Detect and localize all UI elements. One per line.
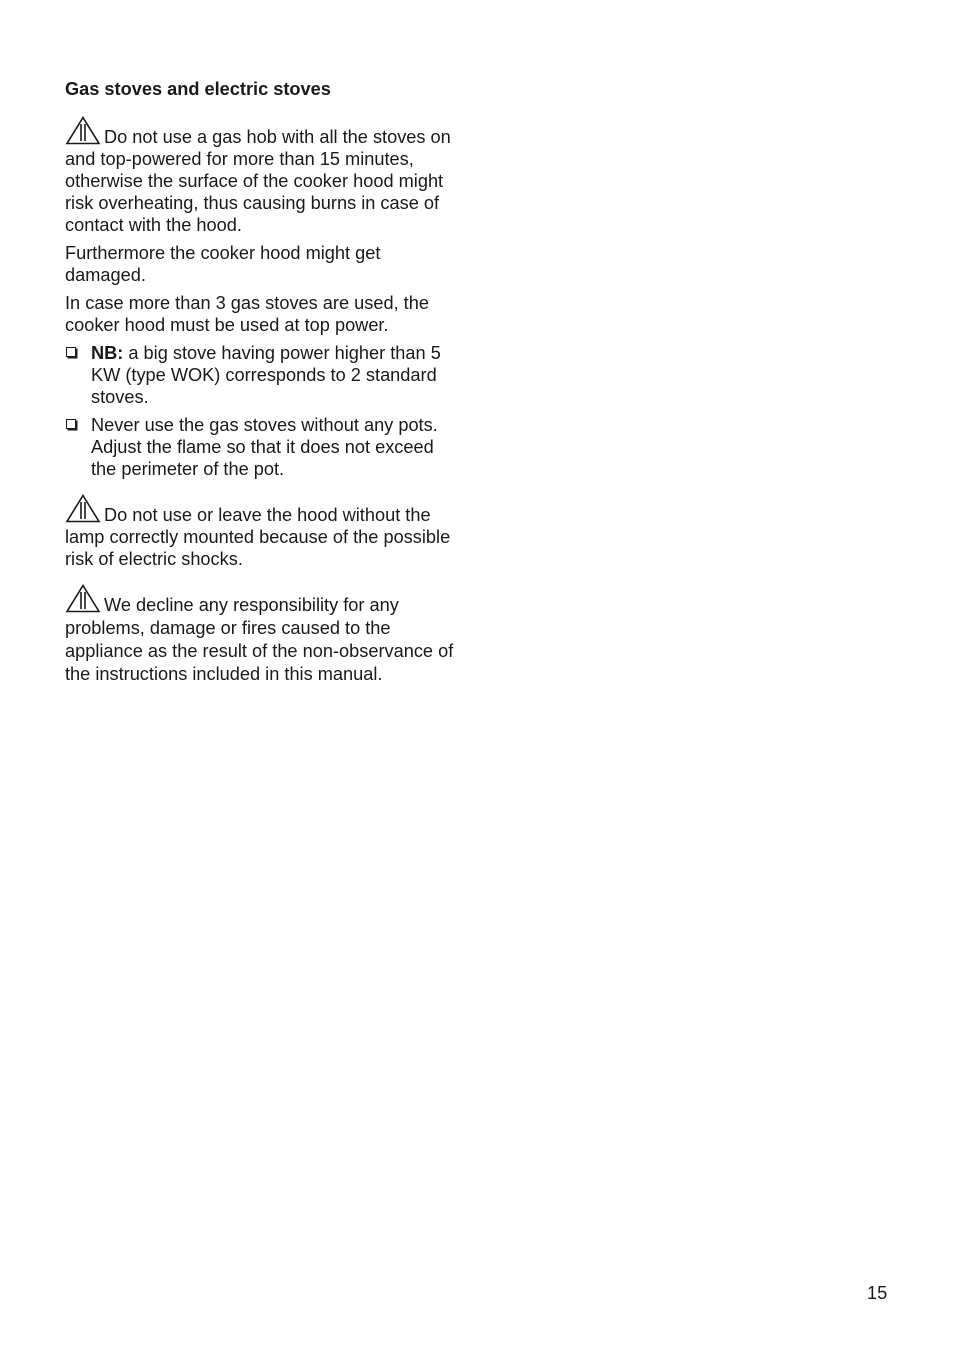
- bullet-item-nb: [65, 342, 455, 408]
- warning-triangle-icon: [65, 584, 101, 613]
- paragraph-hood-damage: Furthermore the cooker hood might get damaged.: [65, 243, 381, 285]
- gas-stove-warning-block: [65, 116, 455, 480]
- warning-text-lamp: Do not use or leave the hood without the lamp correctly mounted because of the possible risk of electric shocks.: [65, 505, 451, 569]
- warning-text-overheating: Do not use a gas hob with all the stoves on and top-powered for more than 15 minutes, otherwise the surface of the cooker hood might risk overheating, thus causing burns in case of contact with the hood.: [65, 127, 451, 235]
- warning-triangle-icon: [65, 116, 101, 145]
- warning-paragraph-responsibility: [65, 584, 455, 686]
- checkbox-bullet-icon: [66, 347, 76, 357]
- responsibility-warning-block: [65, 584, 455, 686]
- bullet-label-nb: NB:: [91, 343, 124, 363]
- manual-text-column: [65, 78, 455, 686]
- page-number: 15: [867, 1283, 888, 1303]
- bullet-text-nb: a big stove having power higher than 5 KW (type WOK) corresponds to 2 standard stoves.: [91, 343, 441, 407]
- section-heading: Gas stoves and electric stoves: [65, 79, 331, 99]
- warning-text-responsibility: We decline any responsibility for any problems, damage or fires caused to the appliance as the result of the non-observance of the instructions included in this manual.: [65, 595, 454, 684]
- checkbox-bullet-icon: [66, 419, 76, 429]
- warning-paragraph-overheating: [65, 116, 455, 236]
- lamp-warning-block: [65, 494, 455, 570]
- bullet-item-pots: [65, 414, 455, 480]
- bullet-text-pots: Never use the gas stoves without any pots. Adjust the flame so that it does not exceed the perimeter of the pot.: [91, 415, 438, 479]
- warning-paragraph-lamp: [65, 494, 455, 570]
- warning-triangle-icon: [65, 494, 101, 523]
- paragraph-top-power: In case more than 3 gas stoves are used, the cooker hood must be used at top power.: [65, 293, 429, 335]
